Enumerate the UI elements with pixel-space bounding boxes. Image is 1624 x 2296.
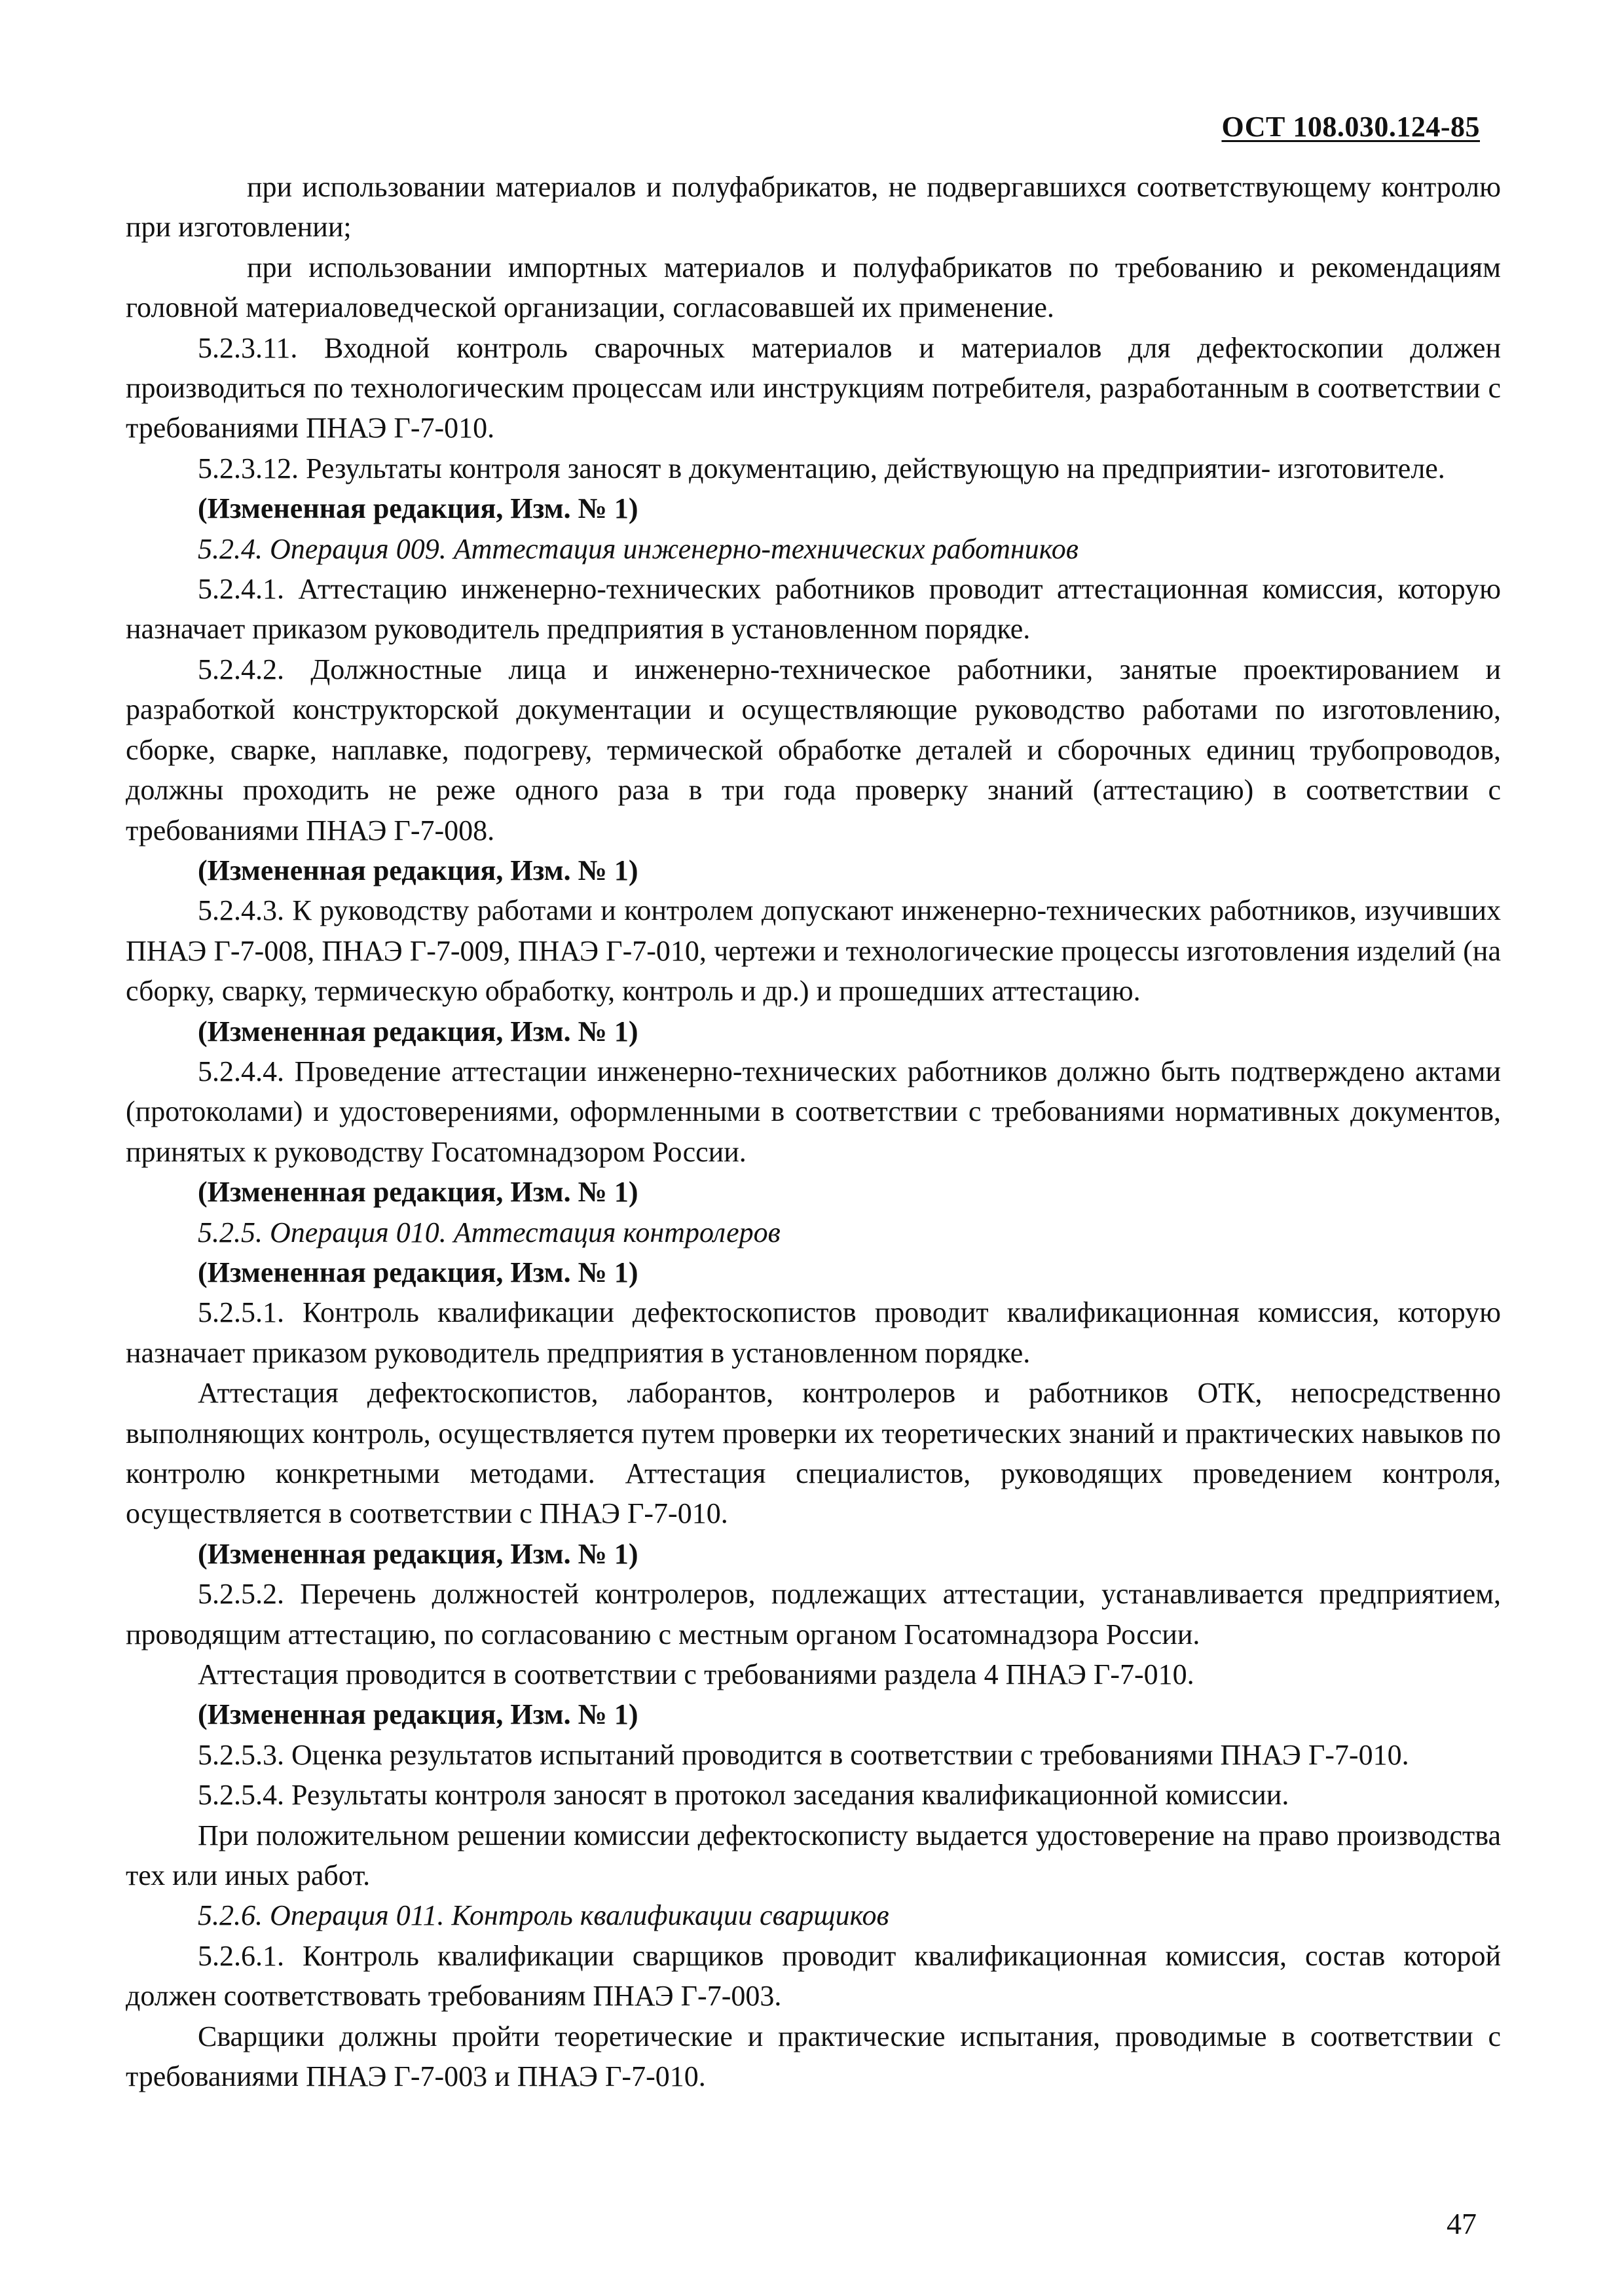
paragraph: 5.2.4.3. К руководству работами и контролем допускают инженерно-технических работников, изучивших ПНАЭ Г-7-008, ПНАЭ Г-7-009, ПНАЭ Г-7-010, чертежи и технологические процессы изготовления изделий (на сборку, сварку, термическую обработку, контроль и др.) и прошедших аттестацию.	[126, 894, 1501, 1008]
amendment-note: (Измененная редакция, Изм. № 1)	[198, 1256, 638, 1288]
section-heading: 5.2.4. Операция 009. Аттестация инженерно-технических работников	[198, 532, 1079, 565]
section-heading: 5.2.6. Операция 011. Контроль квалификации сварщиков	[198, 1899, 889, 1932]
paragraph: Аттестация дефектоскопистов, лаборантов, контролеров и работников ОТК, непосредственно выполняющих контроль, осуществляется путем проверки их теоретических знаний и практических навыков по контролю конкретными методами. Аттестация специалистов, руководящих проведением контроля, осуществляется в соответствии с ПНАЭ Г-7-010.	[126, 1377, 1501, 1530]
paragraph: 5.2.3.12. Результаты контроля заносят в документацию, действующую на предприятии- изготовителе.	[198, 452, 1445, 484]
amendment-note: (Измененная редакция, Изм. № 1)	[198, 492, 638, 525]
paragraph: Аттестация проводится в соответствии с требованиями раздела 4 ПНАЭ Г-7-010.	[198, 1658, 1194, 1691]
paragraph: 5.2.5.2. Перечень должностей контролеров, подлежащих аттестации, устанавливается предприятием, проводящим аттестацию, по согласованию с местным органом Госатомнадзора России.	[126, 1578, 1501, 1650]
paragraph: 5.2.5.4. Результаты контроля заносят в протокол заседания квалификационной комиссии.	[198, 1779, 1289, 1812]
paragraph: 5.2.5.1. Контроль квалификации дефектоскопистов проводит квалификационная комиссия, которую назначает приказом руководитель предприятия в установленном порядке.	[126, 1296, 1501, 1369]
amendment-note: (Измененная редакция, Изм. № 1)	[198, 1015, 638, 1048]
section-heading: 5.2.5. Операция 010. Аттестация контролеров	[198, 1216, 781, 1248]
paragraph: Сварщики должны пройти теоретические и практические испытания, проводимые в соответствии с требованиями ПНАЭ Г-7-003 и ПНАЭ Г-7-010.	[126, 2020, 1501, 2093]
amendment-note: (Измененная редакция, Изм. № 1)	[198, 1698, 638, 1731]
document-code: ОСТ 108.030.124-85	[1221, 111, 1480, 143]
paragraph: При положительном решении комиссии дефектоскописту выдается удостоверение на право производства тех или иных работ.	[126, 1819, 1501, 1892]
paragraph: при использовании импортных материалов и полуфабрикатов по требованию и рекомендациям головной материаловедческой организации, согласовавшей их применение.	[126, 251, 1501, 324]
document-body	[126, 167, 1501, 2097]
amendment-note: (Измененная редакция, Изм. № 1)	[198, 1537, 638, 1570]
paragraph: 5.2.3.11. Входной контроль сварочных материалов и материалов для дефектоскопии должен производиться по технологическим процессам или инструкциям потребителя, разработанным в соответствии с требованиями ПНАЭ Г-7-010.	[126, 331, 1501, 445]
paragraph: 5.2.4.1. Аттестацию инженерно-технических работников проводит аттестационная комиссия, которую назначает приказом руководитель предприятия в установленном порядке.	[126, 573, 1501, 646]
paragraph: 5.2.4.2. Должностные лица и инженерно-техническое работники, занятые проектированием и разработкой конструкторской документации и осуществляющие руководство работами по изготовлению, сборке, сварке, наплавке, подогреву, термической обработке деталей и сборочных единиц трубопроводов, должны проходить не реже одного раза в три года проверку знаний (аттестацию) в соответствии с требованиями ПНАЭ Г-7-008.	[126, 653, 1501, 847]
paragraph: 5.2.5.3. Оценка результатов испытаний проводится в соответствии с требованиями ПНАЭ Г-7-010.	[198, 1738, 1409, 1771]
amendment-note: (Измененная редакция, Изм. № 1)	[198, 1176, 638, 1209]
amendment-note: (Измененная редакция, Изм. № 1)	[198, 854, 638, 886]
paragraph: 5.2.4.4. Проведение аттестации инженерно-технических работников должно быть подтверждено актами (протоколами) и удостоверениями, оформленными в соответствии с требованиями нормативных документов, принятых к руководству Госатомнадзором России.	[126, 1055, 1501, 1168]
page-number: 47	[1447, 2207, 1477, 2240]
paragraph: 5.2.6.1. Контроль квалификации сварщиков проводит квалификационная комиссия, состав которой должен соответствовать требованиям ПНАЭ Г-7-003.	[126, 1939, 1501, 2013]
paragraph: при использовании материалов и полуфабрикатов, не подвергавшихся соответствующему контролю при изготовлении;	[126, 171, 1501, 244]
